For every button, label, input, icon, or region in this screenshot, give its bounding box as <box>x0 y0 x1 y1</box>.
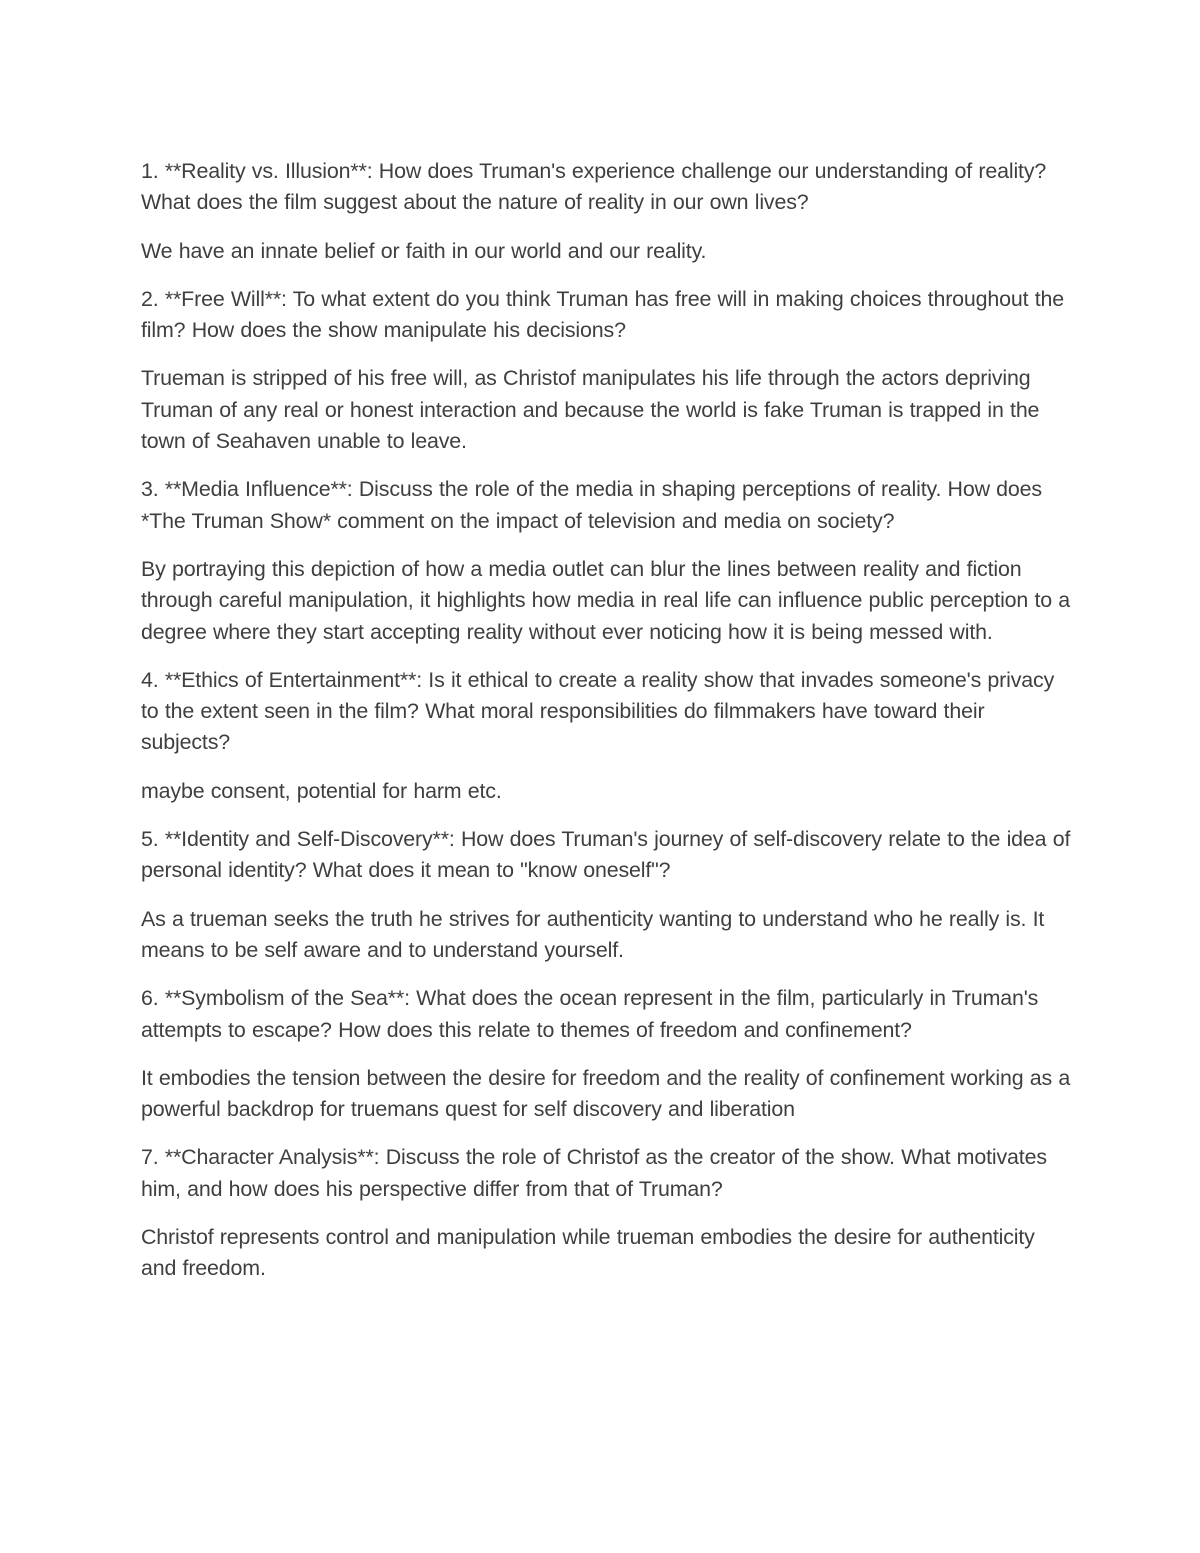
question-2: 2. **Free Will**: To what extent do you think Truman has free will in making choices throughout the film? How does the show manipulate his decisions? <box>141 286 1065 343</box>
answer-1: We have an innate belief or faith in our world and our reality. <box>141 238 707 263</box>
answer-5: As a trueman seeks the truth he strives for authenticity wanting to understand who he really is. It means to be self aware and to understand yourself. <box>141 906 1045 962</box>
document-body <box>141 156 1071 1302</box>
question-7: 7. **Character Analysis**: Discuss the role of Christof as the creator of the show. What motivates him, and how does his perspective differ from that of Truman? <box>141 1145 1047 1201</box>
answer-3: By portraying this depiction of how a media outlet can blur the lines between reality and fiction through careful manipulation, it highlights how media in real life can influence public perception to a degree where they start accepting reality without ever noticing how it is being messed with. <box>141 556 1071 644</box>
answer-7: Christof represents control and manipulation while trueman embodies the desire for authenticity and freedom. <box>141 1225 1035 1281</box>
question-3: 3. **Media Influence**: Discuss the role of the media in shaping perceptions of reality. How does *The Truman Show* comment on the impact of television and media on society? <box>141 477 1042 533</box>
answer-6: It embodies the tension between the desire for freedom and the reality of confinement working as a powerful backdrop for truemans quest for self discovery and liberation <box>141 1065 1071 1122</box>
question-1: 1. **Reality vs. Illusion**: How does Truman's experience challenge our understanding of reality? What does the film suggest about the nature of reality in our own lives? <box>141 159 1047 215</box>
answer-2: Trueman is stripped of his free will, as Christof manipulates his life through the actors depriving Truman of any real or honest interaction and because the world is fake Truman is trapped in the town of Seahaven unable to leave. <box>141 366 1040 454</box>
question-4: 4. **Ethics of Entertainment**: Is it ethical to create a reality show that invades someone's privacy to the extent seen in the film? What moral responsibilities do filmmakers have toward their subjects? <box>141 667 1055 755</box>
question-5: 5. **Identity and Self-Discovery**: How does Truman's journey of self-discovery relate to the idea of personal identity? What does it mean to "know oneself"? <box>141 827 1071 883</box>
question-6: 6. **Symbolism of the Sea**: What does the ocean represent in the film, particularly in Truman's attempts to escape? How does this relate to themes of freedom and confinement? <box>141 986 1039 1042</box>
answer-4: maybe consent, potential for harm etc. <box>141 778 502 803</box>
